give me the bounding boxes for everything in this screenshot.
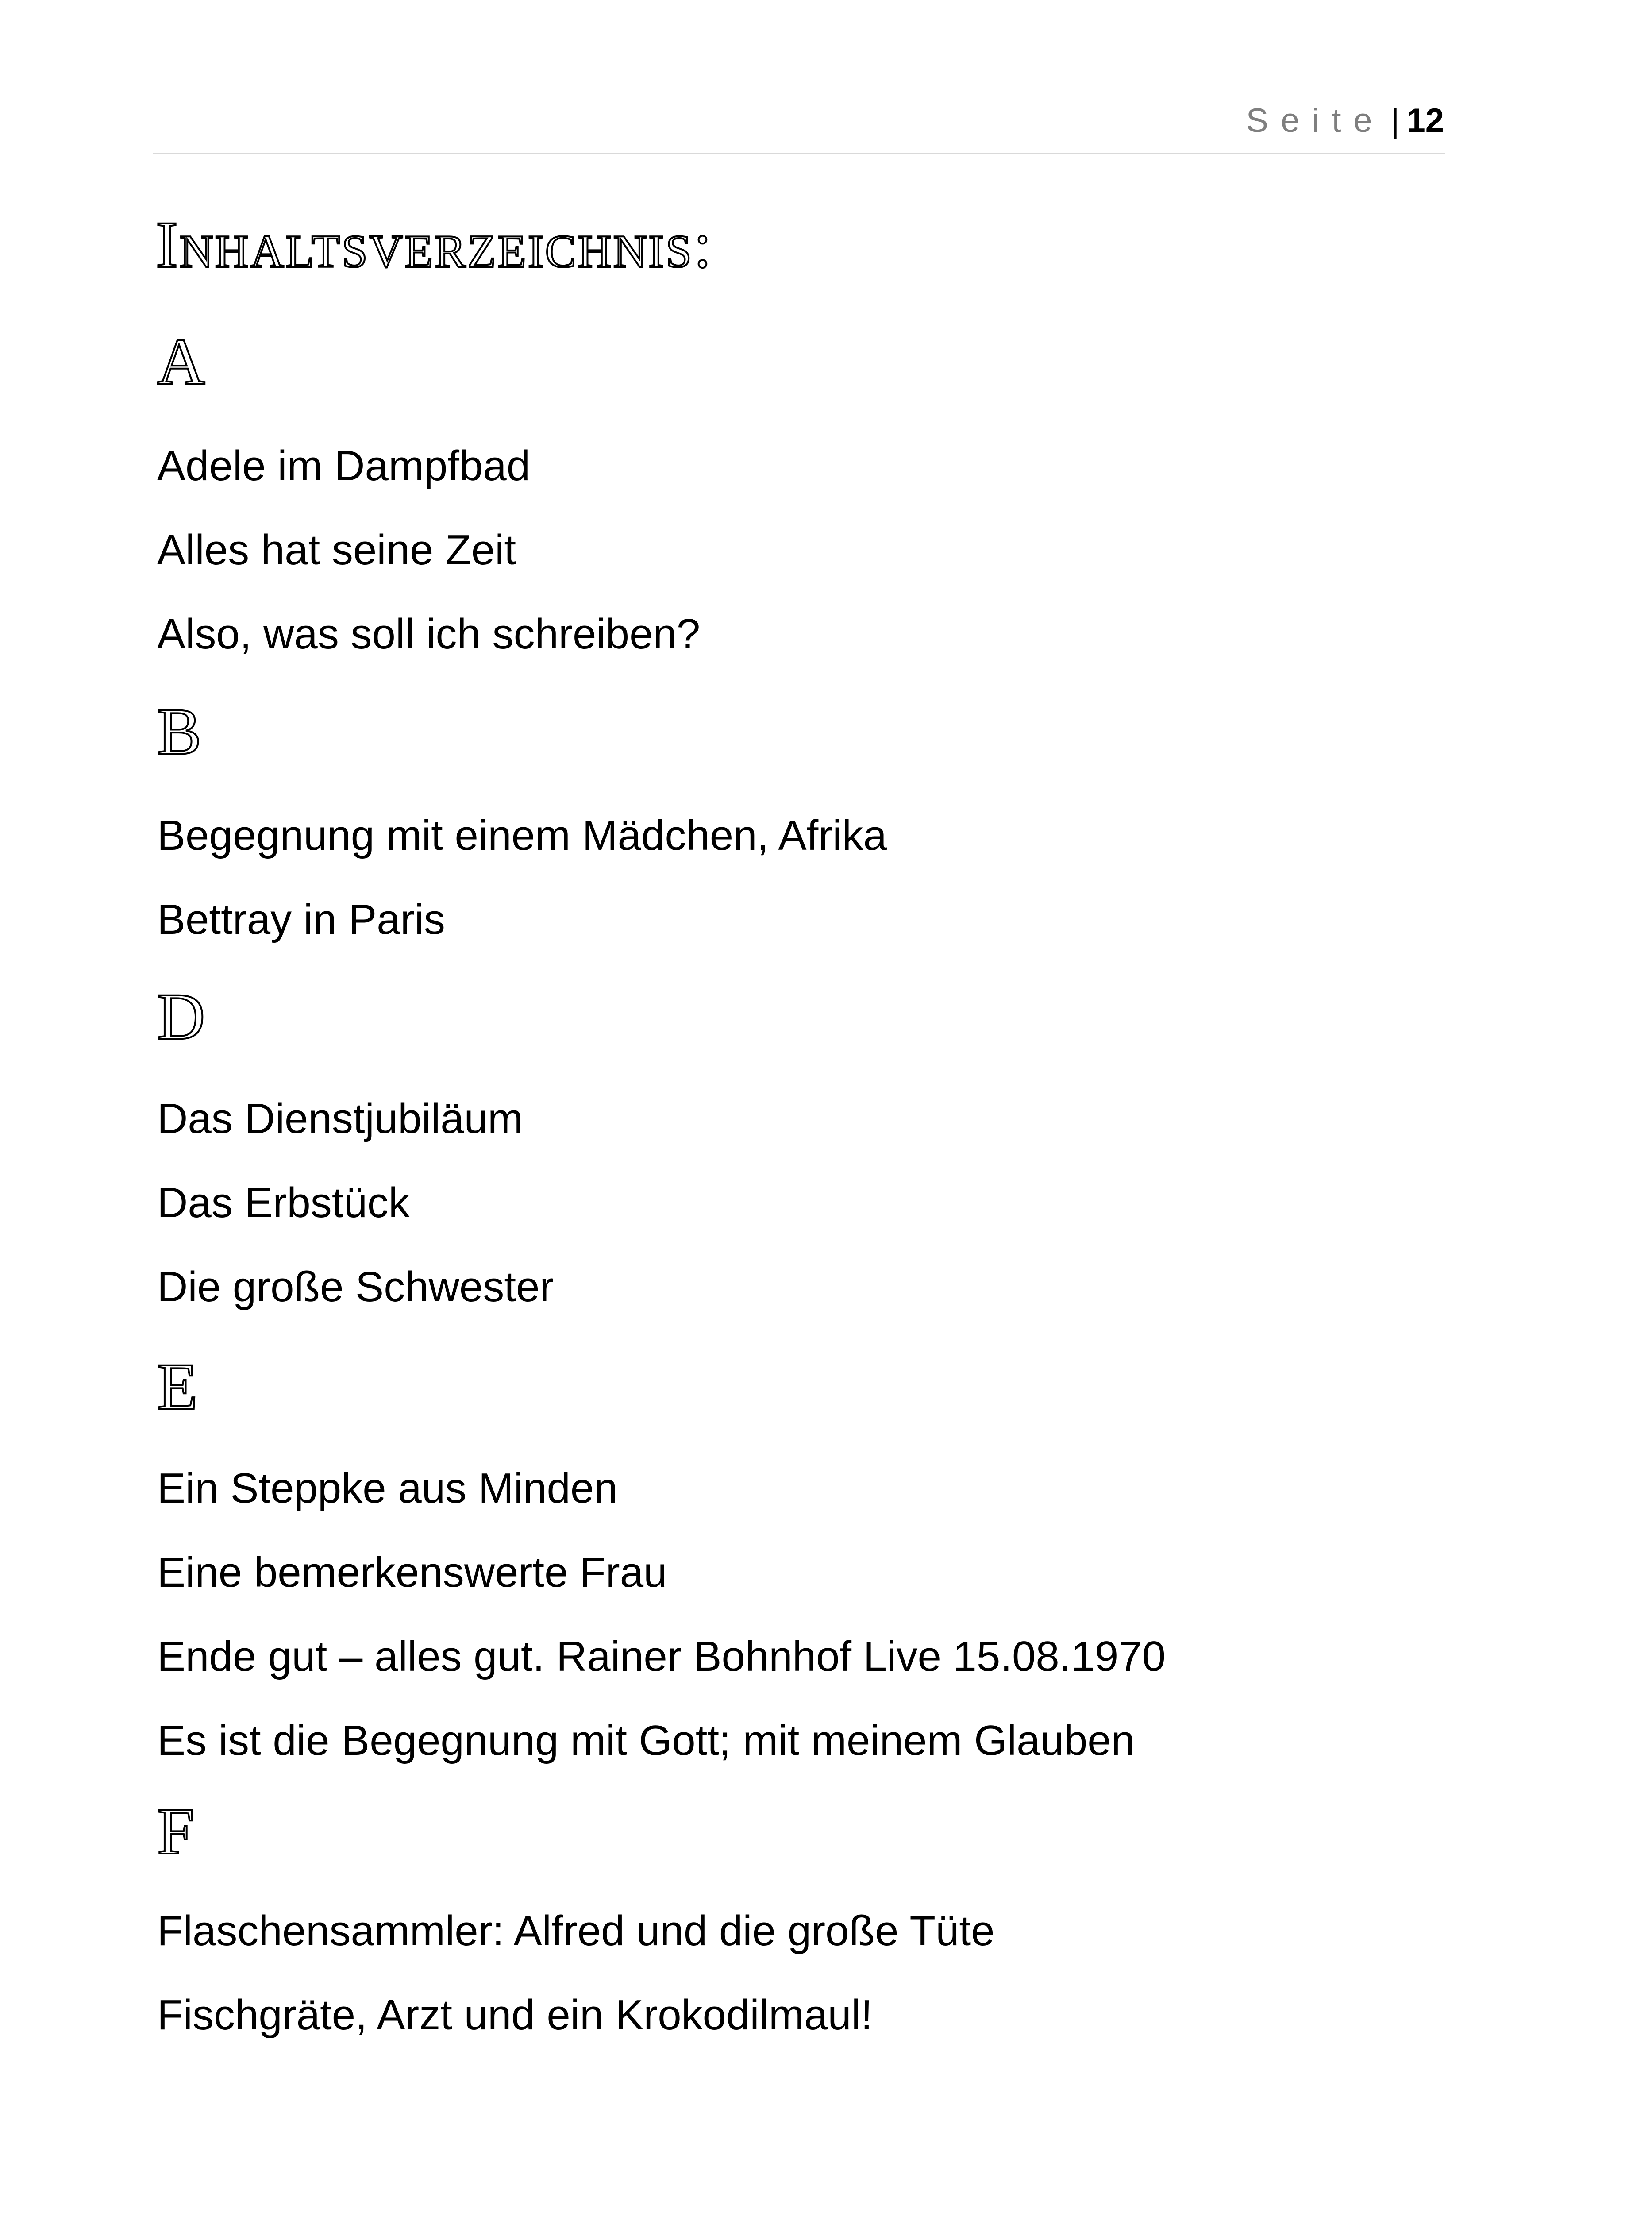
page-label: Seite (1246, 102, 1385, 139)
toc-entry: Bettray in Paris (157, 896, 445, 943)
section-letter-d: D (157, 980, 205, 1053)
page-number: 12 (1406, 102, 1444, 139)
toc-entry: Das Dienstjubiläum (157, 1095, 524, 1142)
section-letter-b: B (157, 695, 202, 768)
toc-entry: Flaschensammler: Alfred und die große Tüte (157, 1907, 995, 1955)
section-letter-f: F (157, 1795, 194, 1868)
toc-entry: Also, was soll ich schreiben? (157, 610, 701, 658)
toc-title: Inhaltsverzeichnis: (156, 208, 714, 281)
toc-entry: Begegnung mit einem Mädchen, Afrika (157, 812, 887, 859)
toc-entry: Es ist die Begegnung mit Gott; mit meinem Glauben (157, 1717, 1135, 1764)
toc-entry: Eine bemerkenswerte Frau (157, 1549, 667, 1596)
toc-entry: Das Erbstück (157, 1179, 410, 1226)
toc-entry: Adele im Dampfbad (157, 442, 531, 490)
page-separator: | (1390, 102, 1400, 139)
toc-entry: Alles hat seine Zeit (157, 526, 516, 574)
toc-entry: Ein Steppke aus Minden (157, 1465, 618, 1512)
toc-entry: Ende gut – alles gut. Rainer Bohnhof Live 15.08.1970 (157, 1633, 1166, 1680)
section-letter-e: E (157, 1350, 198, 1423)
section-letter-a: A (157, 325, 205, 398)
toc-entry: Die große Schwester (157, 1263, 554, 1311)
table-of-contents (157, 0, 1485, 2213)
toc-entry: Fischgräte, Arzt und ein Krokodilmaul! (157, 1991, 873, 2039)
